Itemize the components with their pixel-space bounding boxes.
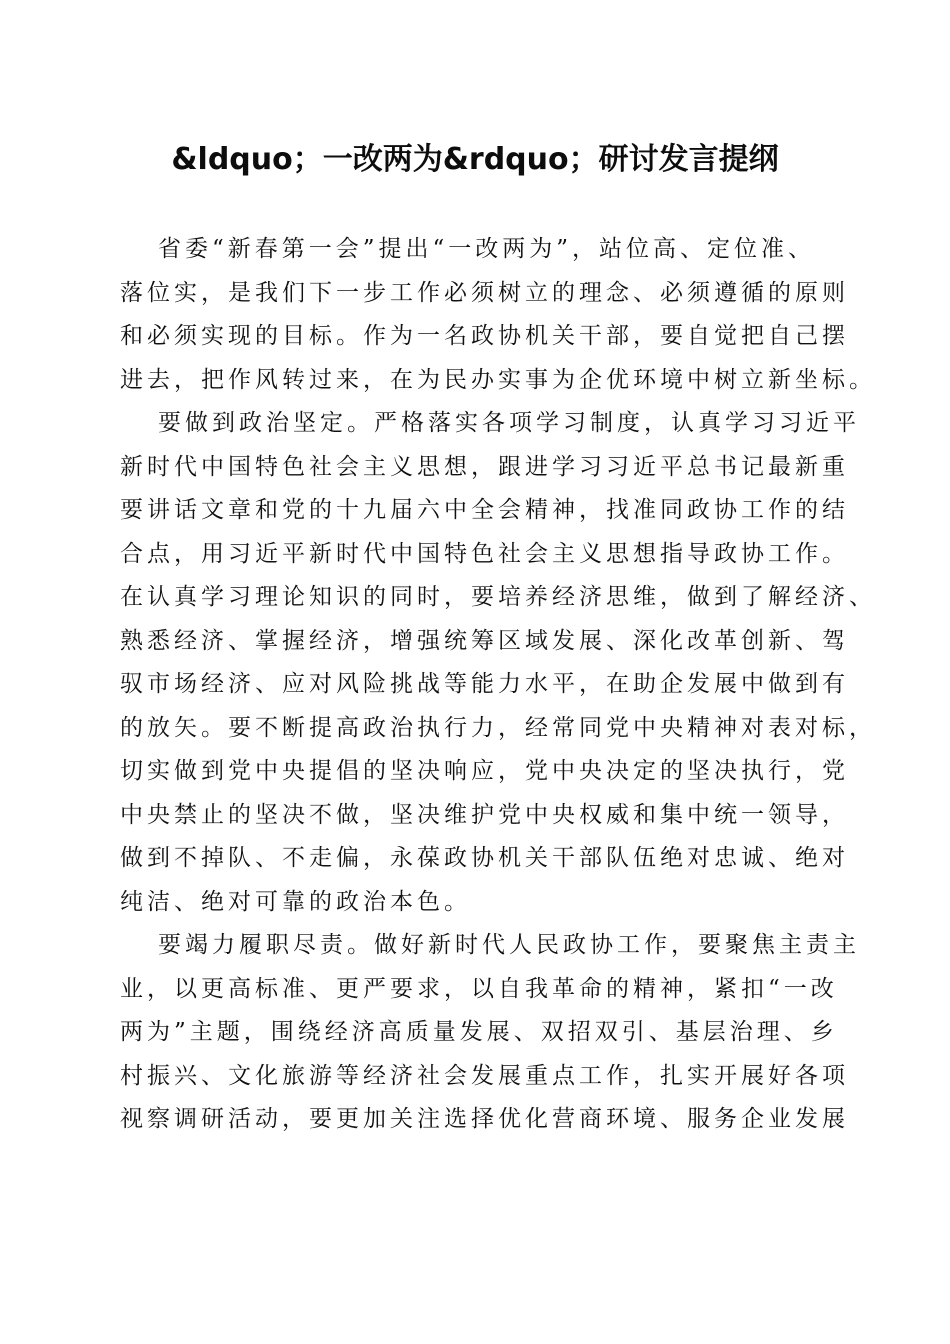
paragraph-line: 合点，用习近平新时代中国特色社会主义思想指导政协工作。 <box>120 540 849 567</box>
paragraph-line: 熟悉经济、掌握经济，增强统筹区域发展、深化改革创新、驾 <box>120 627 849 654</box>
paragraph-line: 要竭力履职尽责。做好新时代人民政协工作，要聚焦主责主 <box>158 932 860 958</box>
paragraph-line: 和必须实现的目标。作为一名政协机关干部，要自觉把自己摆 <box>120 323 849 349</box>
paragraph-line: 的放矢。要不断提高政治执行力，经常同党中央精神对表对标， <box>120 714 876 741</box>
paragraph-line: 落位实，是我们下一步工作必须树立的理念、必须遵循的原则 <box>120 279 849 306</box>
paragraph-line: 要做到政治坚定。严格落实各项学习制度，认真学习习近平 <box>158 410 860 436</box>
paragraph-line: 业，以更高标准、更严要求，以自我革命的精神，紧扣“一改 <box>120 975 838 1002</box>
paragraph-line: 纯洁、绝对可靠的政治本色。 <box>120 888 471 915</box>
paragraph-line: 两为”主题，围绕经济高质量发展、双招双引、基层治理、乡 <box>120 1019 838 1045</box>
paragraph-line: 新时代中国特色社会主义思想，跟进学习习近平总书记最新重 <box>120 453 849 480</box>
paragraph-line: 省委“新春第一会”提出“一改两为”，站位高、定位准、 <box>158 236 816 262</box>
paragraph-line: 中央禁止的坚决不做，坚决维护党中央权威和集中统一领导， <box>120 801 849 828</box>
document-title: &ldquo；一改两为&rdquo；研讨发言提纲 <box>171 142 779 177</box>
document-body <box>120 228 876 1142</box>
paragraph-line: 做到不掉队、不走偏，永葆政协机关干部队伍绝对忠诚、绝对 <box>120 845 849 871</box>
paragraph-line: 进去，把作风转过来，在为民办实事为企优环境中树立新坐标。 <box>120 366 876 393</box>
paragraph-line: 村振兴、文化旅游等经济社会发展重点工作，扎实开展好各项 <box>120 1062 849 1089</box>
paragraph-line: 在认真学习理论知识的同时，要培养经济思维，做到了解经济、 <box>120 584 876 610</box>
paragraph-line: 驭市场经济、应对风险挑战等能力水平，在助企发展中做到有 <box>120 671 849 697</box>
paragraph-line: 要讲话文章和党的十九届六中全会精神，找准同政协工作的结 <box>120 497 849 523</box>
paragraph-line: 视察调研活动，要更加关注选择优化营商环境、服务企业发展 <box>120 1106 849 1132</box>
paragraph-line: 切实做到党中央提倡的坚决响应，党中央决定的坚决执行，党 <box>120 758 849 784</box>
